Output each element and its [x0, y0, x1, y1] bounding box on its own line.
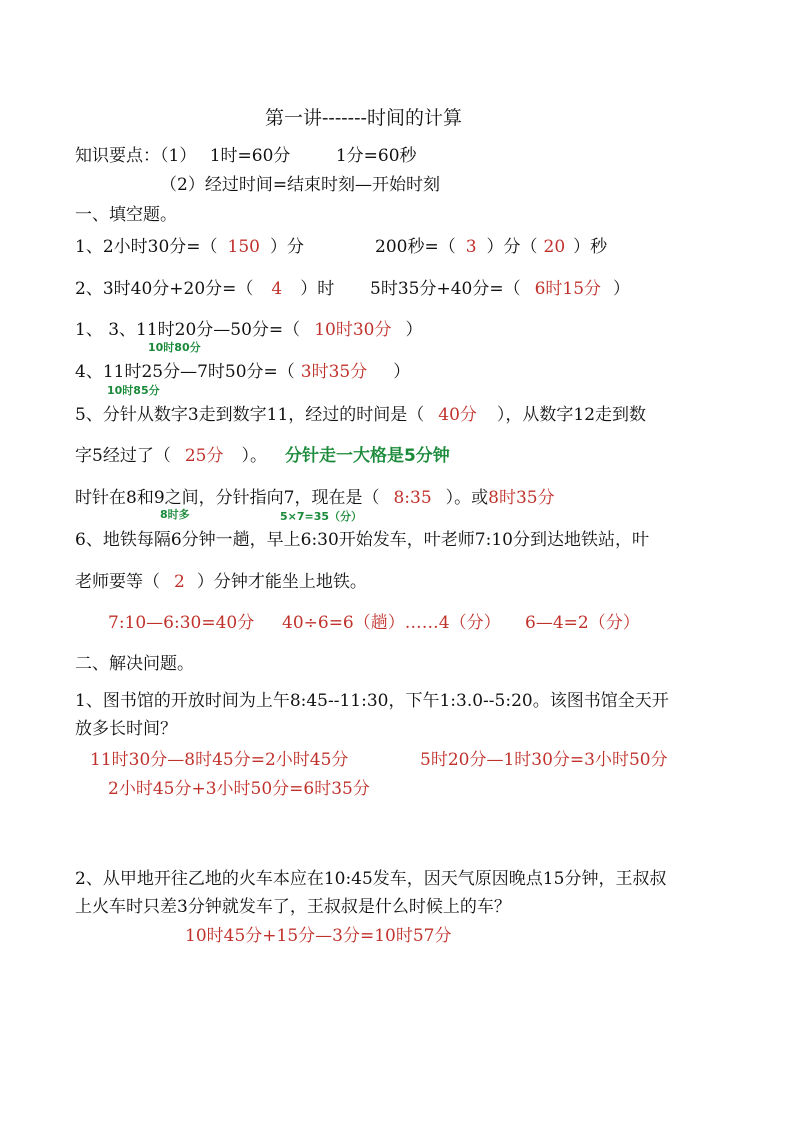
q6-work-2: 40÷6=6（趟）……4（分）	[282, 613, 501, 633]
q5-hint: 分针走一大格是5分钟	[284, 446, 450, 466]
section-1-heading: 一、填空题。	[75, 205, 177, 225]
q6-work-1: 7:10—6:30=40分	[108, 613, 255, 633]
q1-text-b: ）分	[269, 237, 304, 257]
question-5-line-1	[75, 404, 646, 426]
q3-answer-1: 10时30分	[314, 320, 392, 340]
q2-text-d: ）	[613, 279, 631, 299]
q1-answer-2: 3	[465, 237, 477, 257]
problem-1-work-1: 11时30分—8时45分=2小时45分	[90, 750, 349, 770]
q5-text-b: ），从数字12走到数	[496, 405, 647, 425]
q5-answer-2: 25分	[184, 446, 224, 466]
q3-text-a: 1、 3、11时20分—50分=（	[75, 320, 301, 340]
q3-note: 10时80分	[148, 341, 201, 354]
section-2-heading: 二、解决问题。	[75, 654, 194, 674]
q1-text-c: 200秒=（	[375, 237, 456, 257]
q2-text-a: 2、3时40分+20分=（	[75, 279, 254, 299]
knowledge-label: 知识要点：	[75, 146, 160, 166]
knowledge-line-2: （2）经过时间=结束时刻—开始时刻	[160, 175, 441, 195]
problem-2-line-1: 2、从甲地开往乙地的火车本应在10:45发车，因天气原因晚点15分钟，王叔叔	[75, 869, 667, 889]
q1-text-e: ）秒	[573, 237, 608, 257]
q4-text-b: ）	[393, 362, 411, 382]
q5-note-1: 8时多	[160, 508, 190, 521]
q2-text-b: ）时	[300, 279, 335, 299]
question-3	[75, 319, 422, 341]
knowledge-point-1b: 1分=60秒	[335, 146, 417, 166]
question-5-line-2	[75, 445, 450, 467]
q5-text-f: ）。或	[445, 488, 489, 508]
problem-1-work-3: 2小时45分+3小时50分=6时35分	[108, 779, 370, 799]
q6-answer-1: 2	[174, 572, 185, 592]
q2-answer-2: 6时15分	[534, 279, 602, 299]
page-title: 第一讲-------时间的计算	[265, 107, 462, 129]
knowledge-line-1	[75, 145, 417, 167]
question-6-line-1: 6、地铁每隔6分钟一趟，早上6:30开始发车，叶老师7:10分到达地铁站，叶	[75, 530, 649, 550]
q5-text-c: 字5经过了（	[75, 446, 171, 466]
q4-text-a: 4、11时25分—7时50分=（	[75, 362, 295, 382]
q3-text-b: ）	[405, 320, 423, 340]
q1-answer-1: 150	[227, 237, 260, 257]
q5-text-e: 时针在8和9之间，分针指向7，现在是（	[75, 488, 380, 508]
knowledge-point-1a: 1时=60分	[209, 146, 291, 166]
q4-answer-1: 3时35分	[300, 362, 368, 382]
q5-answer-4: 8时35分	[488, 488, 555, 508]
problem-2-work-1: 10时45分+15分—3分=10时57分	[185, 926, 452, 946]
q6-text-b: ）分钟才能坐上地铁。	[196, 572, 367, 592]
q5-text-d: ）。	[241, 446, 267, 466]
q5-answer-1: 40分	[438, 405, 477, 425]
q5-text-a: 5、分针从数字3走到数字11，经过的时间是（	[75, 405, 425, 425]
question-2-b	[370, 278, 630, 300]
q2-answer-1: 4	[271, 279, 283, 299]
problem-2-line-2: 上火车时只差3分钟就发车了，王叔叔是什么时候上的车？	[75, 897, 511, 917]
question-1	[75, 236, 304, 258]
knowledge-point-1-number: （1）	[160, 146, 197, 166]
question-1-b	[375, 236, 607, 258]
problem-1-line-1: 1、图书馆的开放时间为上午8:45--11:30，下午1:3.0--5:20。该图书馆全天开	[75, 691, 669, 711]
problem-1-work-2: 5时20分—1时30分=3小时50分	[420, 750, 668, 770]
problem-1-line-2: 放多长时间？	[75, 719, 177, 739]
q4-note: 10时85分	[107, 384, 160, 397]
question-5-line-3	[75, 487, 555, 509]
question-4	[75, 361, 410, 383]
q2-text-c: 5时35分+40分=（	[370, 279, 521, 299]
question-2	[75, 278, 334, 300]
q5-answer-3: 8:35	[393, 488, 432, 508]
q1-text-a: 1、2小时30分=（	[75, 237, 218, 257]
q5-note-2: 5×7=35（分）	[280, 510, 363, 523]
q1-text-d: ）分（	[486, 237, 538, 257]
question-6-line-2	[75, 571, 367, 593]
q1-answer-3: 20	[543, 237, 566, 257]
q6-work-3: 6—4=2（分）	[525, 613, 640, 633]
q6-text-a: 老师要等（	[75, 572, 160, 592]
